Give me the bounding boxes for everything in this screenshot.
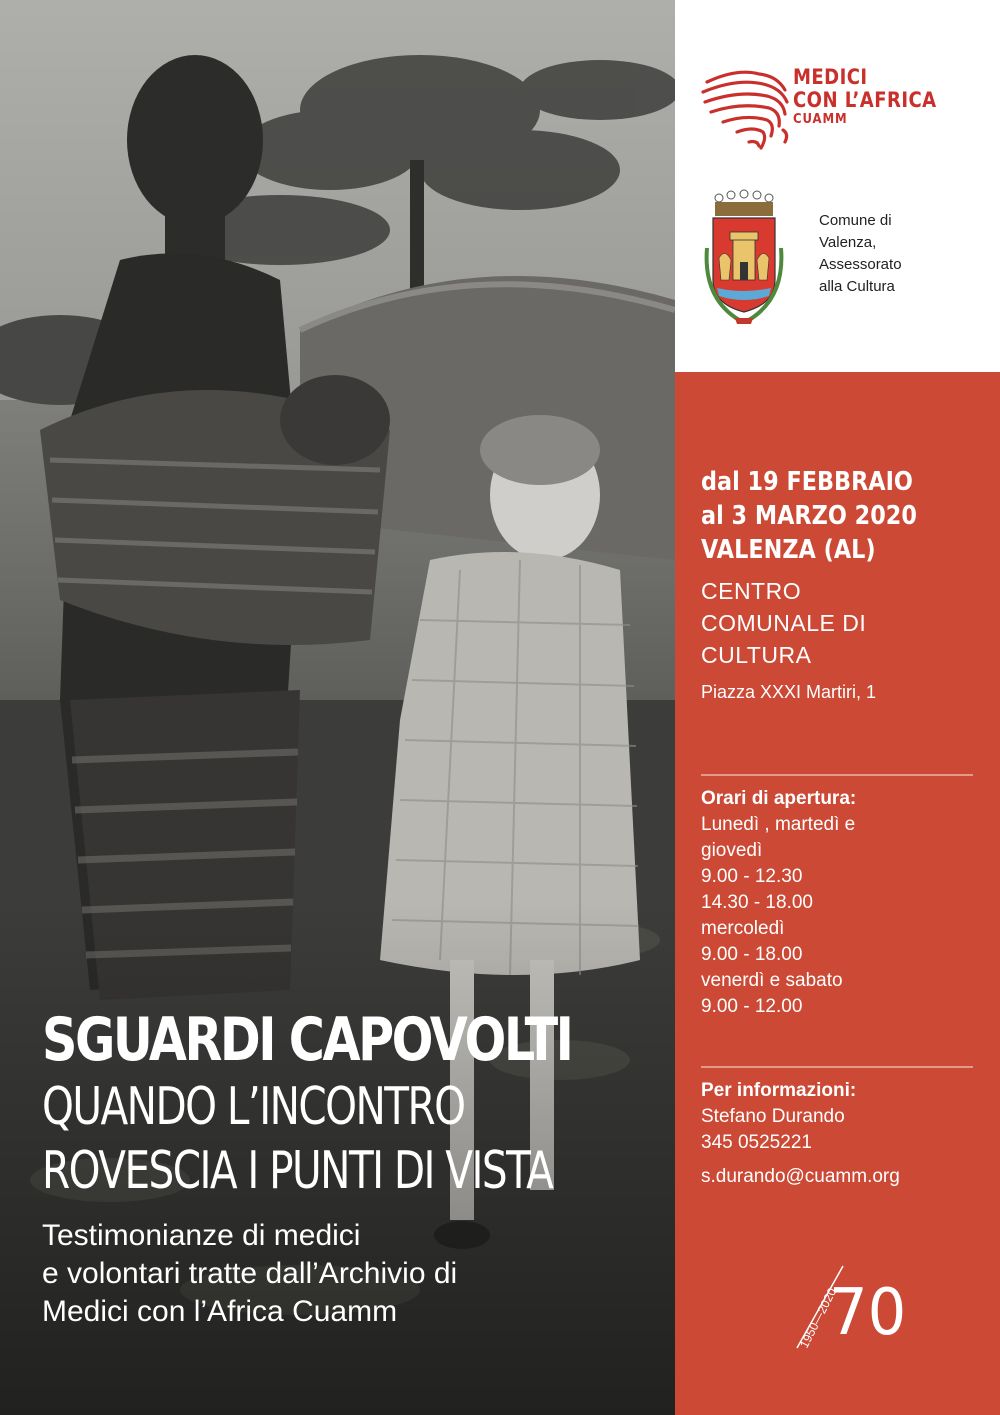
event-address: Piazza XXXI Martiri, 1: [701, 682, 877, 702]
venue-line-1: CENTRO: [701, 578, 802, 604]
comune-valenza-label: [819, 210, 902, 298]
comune-line-2: Valenza,: [819, 234, 877, 251]
cuamm-line-2: CON L’AFRICA: [793, 88, 937, 112]
event-city: VALENZA (AL): [701, 535, 876, 565]
hours-line: 9.00 - 18.00: [701, 944, 803, 965]
poster-subtitle-line-1: QUANDO L’INCONTRO: [42, 1077, 465, 1137]
poster-description: [42, 1217, 672, 1331]
hours-line: 14.30 - 18.00: [701, 892, 813, 913]
contact-phone[interactable]: 345 0525221: [701, 1132, 812, 1153]
venue-line-3: CULTURA: [701, 642, 812, 668]
event-venue: [701, 575, 866, 671]
anniversary-years: 1950—2020: [797, 1285, 840, 1351]
venue-line-2: COMUNALE DI: [701, 610, 867, 636]
description-line-1: Testimonianze di medici: [42, 1219, 361, 1252]
poster-title: SGUARDI CAPOVOLTI: [42, 1005, 572, 1075]
hours-line: 9.00 - 12.00: [701, 996, 803, 1017]
logo-area: [675, 0, 1000, 372]
description-line-2: e volontari tratte dall’Archivio di: [42, 1257, 458, 1290]
hours-line: Lunedì , martedì e: [701, 814, 856, 835]
contact-email[interactable]: s.durando@cuamm.org: [701, 1166, 900, 1187]
description-line-3: Medici con l’Africa Cuamm: [42, 1295, 398, 1328]
cuamm-line-1: MEDICI: [793, 65, 868, 89]
anniversary-number: 70: [829, 1276, 907, 1350]
cuamm-wordmark: [793, 66, 960, 128]
comune-line-3: Assessorato: [819, 256, 902, 273]
hours-line: giovedì: [701, 840, 763, 861]
hours-line: mercoledì: [701, 918, 785, 939]
date-from: dal 19 FEBBRAIO: [701, 467, 913, 497]
comune-line-4: alla Cultura: [819, 278, 895, 295]
opening-hours: [701, 786, 856, 1020]
opening-hours-heading: Orari di apertura:: [701, 788, 857, 809]
contact-name: Stefano Durando: [701, 1106, 845, 1127]
hours-line: 9.00 - 12.30: [701, 866, 803, 887]
anniversary-badge: [775, 1252, 955, 1362]
divider: [701, 774, 973, 776]
cuamm-line-3: CUAMM: [793, 112, 848, 127]
contact-heading: Per informazioni:: [701, 1080, 857, 1101]
contact-info: [701, 1078, 900, 1190]
poster-title-block: [42, 1005, 672, 1331]
event-dates: [701, 465, 917, 567]
event-info-panel: [675, 372, 1000, 1415]
date-to: al 3 MARZO 2020: [701, 501, 917, 531]
comune-line-1: Comune di: [819, 212, 892, 229]
poster-subtitle-line-2: ROVESCIA I PUNTI DI VISTA: [42, 1141, 553, 1201]
hours-line: venerdì e sabato: [701, 970, 843, 991]
divider: [701, 1066, 973, 1068]
valenza-crest-icon: [699, 188, 789, 328]
